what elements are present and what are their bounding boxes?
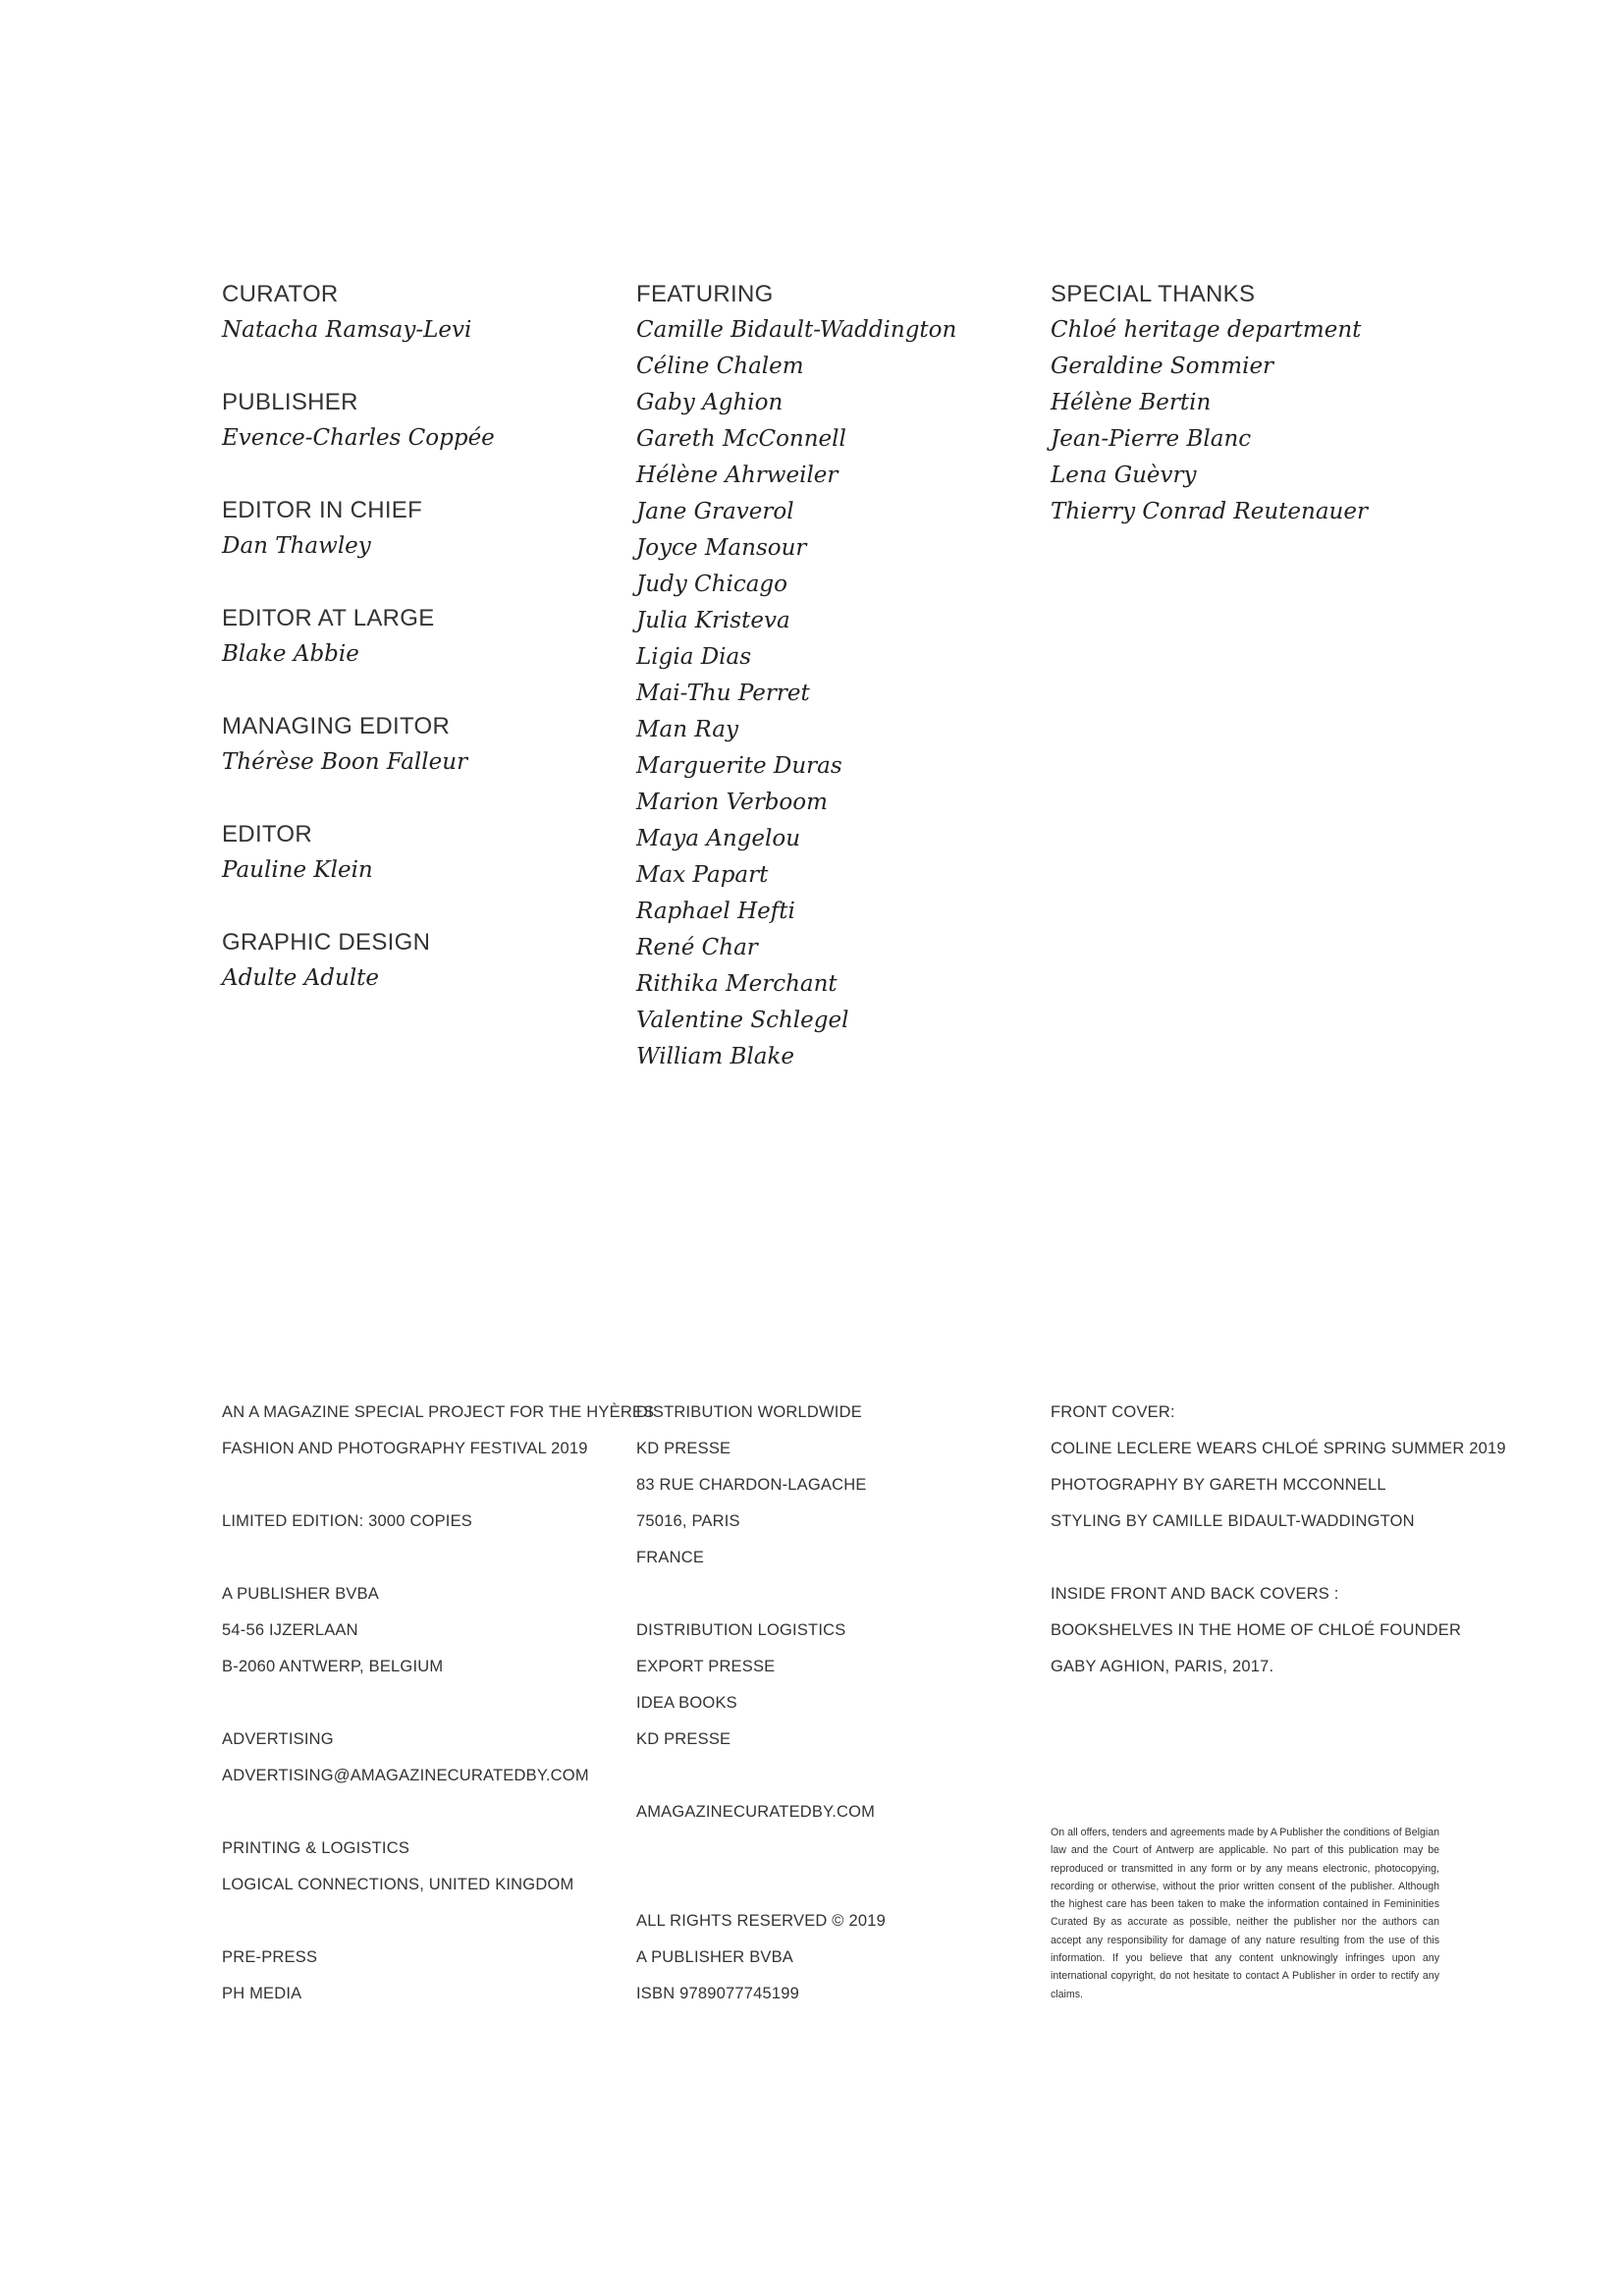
featuring-name: Gaby Aghion [636, 390, 784, 415]
cover-line: STYLING BY CAMILLE BIDAULT-WADDINGTON [1051, 1512, 1415, 1530]
credits-left-column [222, 276, 495, 1032]
prepress-value: PH MEDIA [222, 1985, 302, 2002]
featuring-name: Rithika Merchant [636, 971, 838, 997]
credit-name: Dan Thawley [222, 533, 371, 559]
credit-role: CURATOR [222, 281, 339, 307]
thanks-name: Thierry Conrad Reutenauer [1051, 499, 1368, 524]
featuring-heading: FEATURING [636, 281, 774, 307]
credit-managing-editor [222, 708, 495, 781]
credit-editor-at-large [222, 600, 495, 673]
logistics-line: IDEA BOOKS [636, 1694, 737, 1712]
credit-name: Evence-Charles Coppée [222, 425, 495, 451]
worldwide-line: 75016, PARIS [636, 1512, 740, 1530]
thanks-name: Hélène Bertin [1051, 390, 1212, 415]
logistics-line: DISTRIBUTION LOGISTICS [636, 1621, 846, 1639]
featuring-name: Jane Graverol [636, 499, 794, 524]
featuring-name: Gareth McConnell [636, 426, 846, 452]
credit-name: Natacha Ramsay-Levi [222, 317, 472, 343]
colophon-right-column [1051, 1394, 1506, 1685]
featuring-name: Raphael Hefti [636, 899, 795, 924]
publisher-line: 54-56 IJZERLAAN [222, 1621, 358, 1639]
featuring-name: Hélène Ahrweiler [636, 463, 839, 488]
featuring-name: Marion Verboom [636, 790, 828, 815]
thanks-name: Lena Guèvry [1051, 463, 1197, 488]
credit-role: GRAPHIC DESIGN [222, 929, 431, 956]
featuring-name: Céline Chalem [636, 354, 804, 379]
project-line: AN A MAGAZINE SPECIAL PROJECT FOR THE HYÈRES [222, 1403, 655, 1421]
credit-editor-in-chief [222, 492, 495, 565]
credit-role: EDITOR [222, 821, 313, 847]
rights-line: A PUBLISHER BVBA [636, 1948, 794, 1966]
colophon-middle-column [636, 1394, 886, 2012]
printing-value: LOGICAL CONNECTIONS, UNITED KINGDOM [222, 1876, 574, 1893]
publisher-line: B-2060 ANTWERP, BELGIUM [222, 1658, 444, 1675]
featuring-name: Man Ray [636, 717, 738, 742]
featuring-name: William Blake [636, 1044, 795, 1069]
advertising-email: ADVERTISING@AMAGAZINECURATEDBY.COM [222, 1767, 589, 1784]
edition-line: LIMITED EDITION: 3000 COPIES [222, 1512, 473, 1530]
advertising-label: ADVERTISING [222, 1730, 334, 1748]
credit-role: PUBLISHER [222, 389, 358, 415]
credit-name: Pauline Klein [222, 857, 373, 883]
thanks-heading: SPECIAL THANKS [1051, 281, 1256, 307]
prepress-label: PRE-PRESS [222, 1948, 318, 1966]
isbn-line: ISBN 9789077745199 [636, 1985, 799, 2002]
worldwide-line: DISTRIBUTION WORLDWIDE [636, 1403, 862, 1421]
credit-curator [222, 276, 495, 349]
featuring-column [636, 276, 956, 1075]
logistics-line: EXPORT PRESSE [636, 1658, 776, 1675]
credit-role: EDITOR AT LARGE [222, 605, 435, 631]
legal-disclaimer: On all offers, tenders and agreements made by A Publisher the conditions of Belgian law and the Court of Antwerp are applicable. No part of this publication may be reproduced or transmitted in any form or by any means electronic, photocopying, recording or otherwise, without the prior written consent of the publisher. Although the highest care has been taken to make the information contained in Femininities Curated By as accurate as possible, neither the publisher nor the authors can accept any responsibility for damage of any nature resulting from the use of this information. If you believe that any content unknowingly infringes upon any international copyright, do not hesitate to contact A Publisher in order to rectify any claims. [1051, 1827, 1439, 2000]
publisher-line: A PUBLISHER BVBA [222, 1585, 380, 1603]
inside-cover-line: BOOKSHELVES IN THE HOME OF CHLOÉ FOUNDER [1051, 1621, 1462, 1639]
logistics-line: KD PRESSE [636, 1730, 731, 1748]
credit-role: MANAGING EDITOR [222, 713, 451, 739]
colophon-left-column [222, 1394, 654, 2012]
featuring-name: Maya Angelou [636, 826, 801, 851]
cover-line: COLINE LECLERE WEARS CHLOÉ SPRING SUMMER 2019 [1051, 1440, 1506, 1457]
featuring-name: Ligia Dias [636, 644, 752, 670]
credit-name: Blake Abbie [222, 641, 359, 667]
cover-line: PHOTOGRAPHY BY GARETH MCCONNELL [1051, 1476, 1386, 1494]
worldwide-line: FRANCE [636, 1549, 705, 1566]
credit-name: Thérèse Boon Falleur [222, 749, 468, 775]
featuring-name: Max Papart [636, 862, 769, 888]
featuring-name: Julia Kristeva [636, 608, 790, 633]
featuring-name: Judy Chicago [636, 572, 787, 597]
cover-line: FRONT COVER: [1051, 1403, 1175, 1421]
inside-cover-line: GABY AGHION, PARIS, 2017. [1051, 1658, 1274, 1675]
thanks-name: Chloé heritage department [1051, 317, 1362, 343]
credit-graphic-design [222, 924, 495, 997]
worldwide-line: KD PRESSE [636, 1440, 731, 1457]
featuring-name: Valentine Schlegel [636, 1008, 849, 1033]
project-line: FASHION AND PHOTOGRAPHY FESTIVAL 2019 [222, 1440, 588, 1457]
thanks-name: Jean-Pierre Blanc [1051, 426, 1252, 452]
special-thanks-column [1051, 276, 1368, 530]
worldwide-line: 83 RUE CHARDON-LAGACHE [636, 1476, 867, 1494]
credit-name: Adulte Adulte [222, 965, 380, 991]
featuring-name: Marguerite Duras [636, 753, 842, 779]
credit-editor [222, 816, 495, 889]
website-link[interactable]: AMAGAZINECURATEDBY.COM [636, 1803, 876, 1821]
printing-label: PRINTING & LOGISTICS [222, 1839, 410, 1857]
featuring-name: René Char [636, 935, 758, 960]
rights-line: ALL RIGHTS RESERVED © 2019 [636, 1912, 886, 1930]
thanks-name: Geraldine Sommier [1051, 354, 1274, 379]
inside-cover-line: INSIDE FRONT AND BACK COVERS : [1051, 1585, 1339, 1603]
credit-publisher [222, 384, 495, 457]
featuring-name: Mai-Thu Perret [636, 681, 810, 706]
featuring-name: Camille Bidault-Waddington [636, 317, 957, 343]
credit-role: EDITOR IN CHIEF [222, 497, 423, 523]
featuring-name: Joyce Mansour [636, 535, 807, 561]
